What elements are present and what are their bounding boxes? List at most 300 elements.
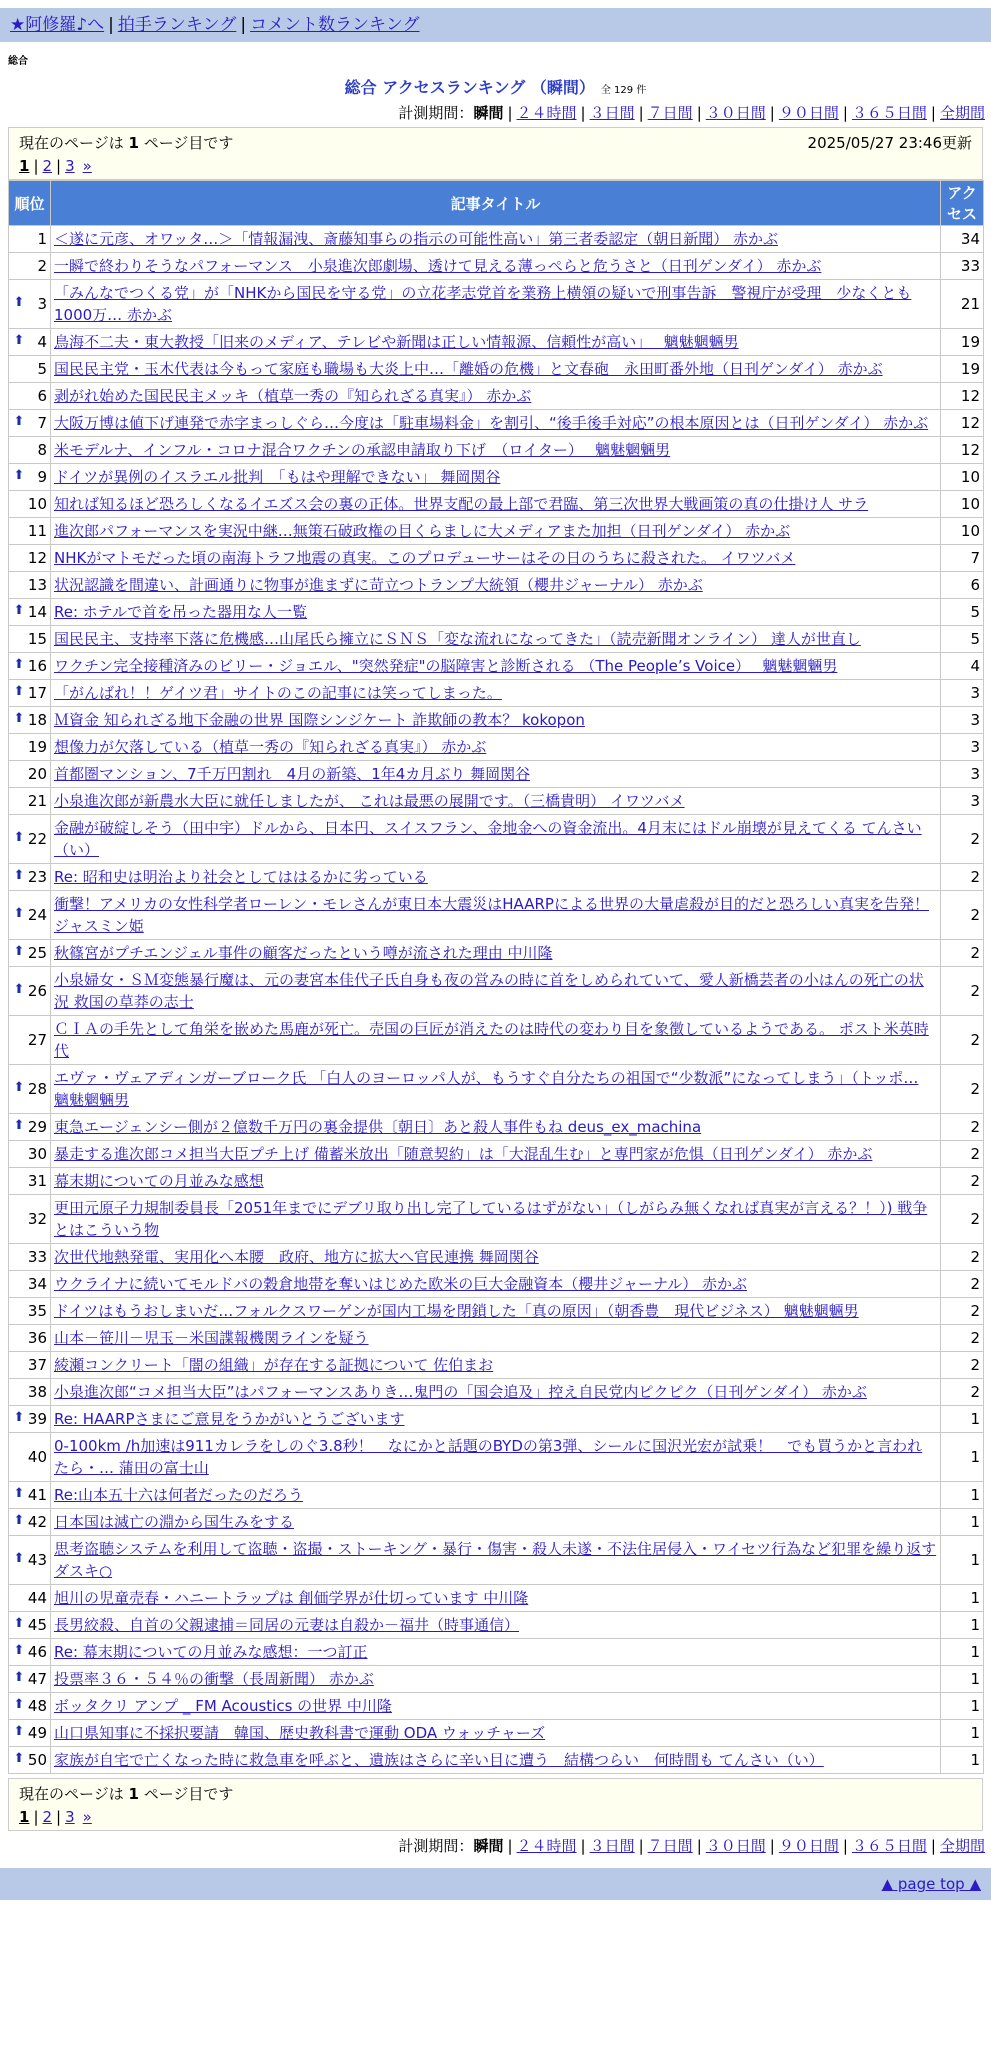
rank-cell bbox=[9, 1747, 51, 1774]
rank-cell bbox=[9, 1114, 51, 1141]
pager-current: 1 bbox=[19, 1808, 30, 1826]
rank-up-arrow-icon: ⬆ bbox=[13, 944, 25, 959]
article-link[interactable]: ボッタクリ アンプ _ FM Acoustics の世界 中川隆 bbox=[54, 1697, 392, 1715]
title-cell bbox=[51, 1114, 941, 1141]
table-row bbox=[9, 1065, 984, 1114]
rank-cell bbox=[9, 680, 51, 707]
title-cell bbox=[51, 626, 941, 653]
access-count: 33 bbox=[941, 253, 984, 280]
access-count: 1 bbox=[941, 1406, 984, 1433]
table-row bbox=[9, 1114, 984, 1141]
access-count: 6 bbox=[941, 572, 984, 599]
access-count: 19 bbox=[941, 329, 984, 356]
period-options bbox=[503, 1837, 985, 1855]
period-selector-bottom bbox=[0, 1835, 985, 1856]
rank-cell bbox=[9, 1585, 51, 1612]
period-option-link[interactable]: ９０日間 bbox=[778, 104, 839, 122]
article-link[interactable]: 衝撃！アメリカの女性科学者ローレン・モレさんが東日本大震災はHAARPによる世界の大量虐殺が目的だと恐ろしい真実を告発！ ジャスミン姫 bbox=[54, 895, 929, 935]
rank-number: 26 bbox=[27, 982, 47, 1000]
title-cell bbox=[51, 1168, 941, 1195]
rank-cell bbox=[9, 1352, 51, 1379]
rank-cell bbox=[9, 1509, 51, 1536]
title-cell bbox=[51, 1244, 941, 1271]
rank-number: 39 bbox=[27, 1410, 47, 1428]
header-access: アクセス bbox=[941, 181, 984, 226]
article-link[interactable]: Re: 幕末期についての月並みな感想：一つ訂正 bbox=[54, 1643, 368, 1661]
rank-up-arrow-icon: ⬆ bbox=[13, 414, 25, 429]
rank-number: 47 bbox=[27, 1670, 47, 1688]
rank-cell bbox=[9, 1168, 51, 1195]
period-separator: | bbox=[638, 104, 644, 122]
article-link[interactable]: 幕末期についての月並みな感想 bbox=[54, 1172, 264, 1190]
rank-cell bbox=[9, 599, 51, 626]
title-cell bbox=[51, 1720, 941, 1747]
rank-cell bbox=[9, 940, 51, 967]
pager-link[interactable]: 2 bbox=[42, 157, 53, 175]
applause-ranking-link[interactable]: 拍手ランキング bbox=[117, 15, 237, 35]
access-count: 1 bbox=[941, 1536, 984, 1585]
title-cell bbox=[51, 253, 941, 280]
article-link[interactable]: 知れば知るほど恐ろしくなるイエズス会の裏の正体。世界支配の最上部で君臨、第三次世界大戦画策の真の仕掛け人 サラ bbox=[54, 495, 869, 513]
period-separator: | bbox=[580, 1837, 586, 1855]
period-option-link[interactable]: 全期間 bbox=[939, 104, 985, 122]
period-separator: | bbox=[638, 1837, 644, 1855]
article-link[interactable]: 「みんなでつくる党」が「NHKから国民を守る党」の立花孝志党首を業務上横領の疑いで刑事告訴 警視庁が受理 少なくとも1000万… 赤かぶ bbox=[54, 284, 912, 324]
rank-up-arrow-icon: ⬆ bbox=[13, 468, 25, 483]
access-count: 1 bbox=[941, 1747, 984, 1774]
table-row bbox=[9, 1482, 984, 1509]
access-count: 3 bbox=[941, 680, 984, 707]
rank-up-arrow-icon: ⬆ bbox=[13, 1080, 25, 1095]
period-label: 計測期間： bbox=[398, 104, 474, 122]
rank-number: 21 bbox=[27, 792, 47, 810]
article-link[interactable]: 米モデルナ、インフル・コロナ混合ワクチンの承認申請取り下げ （ロイター） 魑魅魍魎男 bbox=[54, 441, 671, 459]
article-link[interactable]: ワクチン完全接種済みのビリー・ジョエル、"突然発症"の脳障害と診断される （The People’s Voice） 魑魅魍魎男 bbox=[54, 657, 838, 675]
rank-cell bbox=[9, 653, 51, 680]
period-separator: | bbox=[930, 104, 936, 122]
article-link[interactable]: Ｍ資金 知られざる地下金融の世界 国際シンジケート 詐欺師の教本？ kokopon bbox=[54, 711, 585, 729]
title-cell bbox=[51, 815, 941, 864]
article-link[interactable]: ドイツはもうおしまいだ…フォルクスワーゲンが国内工場を閉鎖した「真の原因」（朝香豊 現代ビジネス） 魑魅魍魎男 bbox=[54, 1302, 859, 1320]
pager-separator: | bbox=[56, 1808, 62, 1826]
rank-number: 7 bbox=[37, 414, 47, 432]
title-cell bbox=[51, 545, 941, 572]
rank-number: 50 bbox=[27, 1751, 47, 1769]
pager-link[interactable]: 3 bbox=[65, 157, 75, 175]
table-row bbox=[9, 599, 984, 626]
table-row bbox=[9, 1168, 984, 1195]
access-count: 2 bbox=[941, 891, 984, 940]
rank-cell bbox=[9, 518, 51, 545]
rank-up-arrow-icon: ⬆ bbox=[13, 295, 25, 310]
title-cell bbox=[51, 464, 941, 491]
access-count: 10 bbox=[941, 491, 984, 518]
table-row bbox=[9, 1747, 984, 1774]
rank-up-arrow-icon: ⬆ bbox=[13, 982, 25, 997]
title-cell bbox=[51, 1747, 941, 1774]
article-link[interactable]: Re: HAARPさまにご意見をうかがいとうございます bbox=[54, 1410, 405, 1428]
rank-up-arrow-icon: ⬆ bbox=[13, 657, 25, 672]
rank-cell bbox=[9, 329, 51, 356]
article-link[interactable]: 更田元原子力規制委員長「2051年までにデブリ取り出し完了しているはずがない」（しがらみ無くなれば真実が言える？！）) 戦争とはこういう物 bbox=[54, 1199, 928, 1239]
article-link[interactable]: 首都圏マンション、7千万円割れ 4月の新築、1年4カ月ぶり 舞岡関谷 bbox=[54, 765, 531, 783]
rank-cell bbox=[9, 280, 51, 329]
article-link[interactable]: 長男絞殺、自首の父親逮捕＝同居の元妻は自殺か－福井（時事通信） bbox=[54, 1616, 520, 1634]
article-link[interactable]: 鳥海不二夫・東大教授「旧来のメディア、テレビや新聞は正しい情報源、信頼性が高い」 魑魅魍魎男 bbox=[54, 333, 739, 351]
table-row bbox=[9, 1406, 984, 1433]
table-row bbox=[9, 1720, 984, 1747]
article-link[interactable]: 思考盗聴システムを利用して盗聴・盗撮・ストーキング・暴行・傷害・殺人未遂・不法住居侵入・ワイセツ行為など犯罪を繰り返すダスキ○ bbox=[54, 1540, 937, 1580]
pager-link[interactable]: 2 bbox=[42, 1808, 53, 1826]
rank-number: 23 bbox=[27, 868, 47, 886]
table-row bbox=[9, 383, 984, 410]
period-option-link[interactable]: ７日間 bbox=[647, 104, 693, 122]
rank-number: 5 bbox=[37, 360, 47, 378]
article-link[interactable]: ＣＩＡの手先として角栄を嵌めた馬鹿が死亡。売国の巨匠が消えたのは時代の変わり目を象徴しているようである。 ポスト米英時代 bbox=[54, 1020, 929, 1060]
rank-up-arrow-icon: ⬆ bbox=[13, 1551, 25, 1566]
title-cell bbox=[51, 1639, 941, 1666]
pager-link[interactable]: » bbox=[82, 157, 92, 175]
table-row bbox=[9, 1325, 984, 1352]
rank-number: 27 bbox=[27, 1031, 47, 1049]
article-link[interactable]: 国民民主党・玉木代表は今もって家庭も職場も大炎上中…「離婚の危機」と文春砲 永田町番外地（日刊ゲンダイ） 赤かぶ bbox=[54, 360, 883, 378]
period-options bbox=[503, 104, 985, 122]
article-link[interactable]: 小泉進次郎“コメ担当大臣”はパフォーマンスありき…鬼門の「国会追及」控え自民党内ピクピク（日刊ゲンダイ） 赤かぶ bbox=[54, 1383, 867, 1401]
rank-number: 33 bbox=[27, 1248, 47, 1266]
top-nav bbox=[0, 8, 991, 42]
period-separator: | bbox=[842, 104, 848, 122]
period-option-link[interactable]: 全期間 bbox=[939, 1837, 985, 1855]
table-row bbox=[9, 226, 984, 253]
rank-number: 43 bbox=[27, 1551, 47, 1569]
period-separator: | bbox=[507, 104, 513, 122]
title-cell bbox=[51, 1612, 941, 1639]
title-cell bbox=[51, 437, 941, 464]
title-cell bbox=[51, 1379, 941, 1406]
article-link[interactable]: Re: ホテルで首を吊った器用な人一覧 bbox=[54, 603, 308, 621]
title-cell bbox=[51, 410, 941, 437]
access-count: 21 bbox=[941, 280, 984, 329]
pager-separator: | bbox=[33, 157, 39, 175]
period-option-link[interactable]: ３日間 bbox=[589, 104, 635, 122]
rank-cell bbox=[9, 1482, 51, 1509]
table-row bbox=[9, 329, 984, 356]
article-link[interactable]: 次世代地熱発電、実用化へ本腰 政府、地方に拡大へ官民連携 舞岡関谷 bbox=[54, 1248, 539, 1266]
title-cell bbox=[51, 1585, 941, 1612]
pager-separator: | bbox=[56, 157, 62, 175]
rank-up-arrow-icon: ⬆ bbox=[13, 830, 25, 845]
rank-up-arrow-icon: ⬆ bbox=[13, 684, 25, 699]
title-cell bbox=[51, 653, 941, 680]
article-link[interactable]: 大阪万博は値下げ連発で赤字まっしぐら…今度は「駐車場料金」を割引、“後手後手対応”の根本原因とは（日刊ゲンダイ） 赤かぶ bbox=[54, 414, 929, 432]
title-cell bbox=[51, 1141, 941, 1168]
rank-cell bbox=[9, 464, 51, 491]
period-selector-top bbox=[0, 102, 985, 123]
article-link[interactable]: 投票率３６・５４％の衝撃（長周新聞） 赤かぶ bbox=[54, 1670, 374, 1688]
access-count: 1 bbox=[941, 1639, 984, 1666]
table-row bbox=[9, 410, 984, 437]
rank-number: 15 bbox=[27, 630, 47, 648]
rank-up-arrow-icon: ⬆ bbox=[13, 1724, 25, 1739]
rank-up-arrow-icon: ⬆ bbox=[13, 1616, 25, 1631]
table-row bbox=[9, 864, 984, 891]
title-cell bbox=[51, 491, 941, 518]
article-link[interactable]: 家族が自宅で亡くなった時に救急車を呼ぶと、遺族はさらに辛い目に遭う 結構つらい 何時間も てんさい（い） bbox=[54, 1751, 824, 1769]
rank-cell bbox=[9, 1666, 51, 1693]
home-link[interactable]: ★阿修羅♪へ bbox=[10, 15, 105, 35]
rank-number: 22 bbox=[27, 830, 47, 848]
article-link[interactable]: 剥がれ始めた国民民主メッキ（植草一秀の『知られざる真実』） 赤かぶ bbox=[54, 387, 532, 405]
title-cell bbox=[51, 1693, 941, 1720]
table-row bbox=[9, 437, 984, 464]
rank-number: 42 bbox=[27, 1513, 47, 1531]
table-row bbox=[9, 1352, 984, 1379]
article-link[interactable]: 小泉婦女・ＳＭ変態暴行魔は、元の妻宮本佳代子氏自身も夜の営みの時に首をしめられていて、愛人新橋芸者の小はんの死亡の状況 救国の草莽の志士 bbox=[54, 971, 924, 1011]
rank-number: 24 bbox=[27, 906, 47, 924]
rank-number: 9 bbox=[37, 468, 47, 486]
access-count: 1 bbox=[941, 1433, 984, 1482]
article-link[interactable]: 状況認識を間違い、計画通りに物事が進まずに苛立つトランプ大統領（櫻井ジャーナル） 赤かぶ bbox=[54, 576, 703, 594]
rank-number: 16 bbox=[27, 657, 47, 675]
rank-cell bbox=[9, 788, 51, 815]
article-link[interactable]: 日本国は滅亡の淵から国生みをする bbox=[54, 1513, 295, 1531]
access-count: 1 bbox=[941, 1720, 984, 1747]
rank-cell bbox=[9, 707, 51, 734]
article-link[interactable]: Re:山本五十六は何者だったのだろう bbox=[54, 1486, 304, 1504]
rank-up-arrow-icon: ⬆ bbox=[13, 333, 25, 348]
rank-cell bbox=[9, 356, 51, 383]
article-link[interactable]: ウクライナに続いてモルドバの穀倉地帯を奪いはじめた欧米の巨大金融資本（櫻井ジャーナル） 赤かぶ bbox=[54, 1275, 747, 1293]
table-row bbox=[9, 967, 984, 1016]
access-count: 7 bbox=[941, 545, 984, 572]
article-link[interactable]: 綾瀬コンクリート「闇の組織」が存在する証拠について 佐伯まお bbox=[54, 1356, 494, 1374]
rank-number: 17 bbox=[27, 684, 47, 702]
period-separator: | bbox=[507, 1837, 513, 1855]
access-count: 10 bbox=[941, 518, 984, 545]
article-link[interactable]: 山本－笹川－児玉－米国諜報機関ラインを疑う bbox=[54, 1329, 369, 1347]
access-count: 2 bbox=[941, 815, 984, 864]
rank-cell bbox=[9, 1298, 51, 1325]
article-link[interactable]: 旭川の児童売春・ハニートラップは 創価学界が仕切っています 中川隆 bbox=[54, 1589, 529, 1607]
article-link[interactable]: 山口県知事に不採択要請 韓国、歴史教科書で運動 ODA ウォッチャーズ bbox=[54, 1724, 546, 1742]
rank-cell bbox=[9, 226, 51, 253]
period-option-link[interactable]: ３６５日間 bbox=[851, 1837, 927, 1855]
title-cell bbox=[51, 599, 941, 626]
article-link[interactable]: ＜遂に元彦、オワッタ…＞「情報漏洩、斎藤知事らの指示の可能性高い」第三者委認定（朝日新聞） 赤かぶ bbox=[54, 230, 779, 248]
table-row bbox=[9, 545, 984, 572]
article-link[interactable]: 小泉進次郎が新農水大臣に就任しましたが、 これは最悪の展開です。（三橋貴明） イワツバメ bbox=[54, 792, 685, 810]
rank-number: 20 bbox=[27, 765, 47, 783]
updated-timestamp: 2025/05/27 23:46更新 bbox=[807, 134, 972, 152]
access-count: 3 bbox=[941, 788, 984, 815]
access-count: 5 bbox=[941, 599, 984, 626]
access-count: 2 bbox=[941, 1298, 984, 1325]
access-count: 3 bbox=[941, 734, 984, 761]
table-row bbox=[9, 1509, 984, 1536]
pager bbox=[19, 157, 972, 175]
table-row bbox=[9, 1244, 984, 1271]
access-count: 2 bbox=[941, 1271, 984, 1298]
period-option-link[interactable]: ３６５日間 bbox=[851, 104, 927, 122]
period-separator: | bbox=[930, 1837, 936, 1855]
title-cell bbox=[51, 1509, 941, 1536]
table-row bbox=[9, 1298, 984, 1325]
period-option-link[interactable]: ９０日間 bbox=[778, 1837, 839, 1855]
title-cell bbox=[51, 761, 941, 788]
access-count: 1 bbox=[941, 1693, 984, 1720]
table-row bbox=[9, 940, 984, 967]
article-link[interactable]: エヴァ・ヴェアディンガーブローク氏 「白人のヨーロッパ人が、もうすぐ自分たちの祖国で“少数派”になってしまう」（トッポ… 魑魅魍魎男 bbox=[54, 1069, 919, 1109]
period-separator: | bbox=[696, 1837, 702, 1855]
title-cell bbox=[51, 1666, 941, 1693]
header-rank: 順位 bbox=[9, 181, 51, 226]
rank-cell bbox=[9, 1720, 51, 1747]
table-row bbox=[9, 491, 984, 518]
access-count: 5 bbox=[941, 626, 984, 653]
access-count: 19 bbox=[941, 356, 984, 383]
rank-cell bbox=[9, 383, 51, 410]
access-count: 2 bbox=[941, 1325, 984, 1352]
period-option-link[interactable]: ３０日間 bbox=[705, 1837, 766, 1855]
rank-cell bbox=[9, 734, 51, 761]
article-link[interactable]: Re: 昭和史は明治より社会としてははるかに劣っている bbox=[54, 868, 428, 886]
rank-number: 19 bbox=[27, 738, 47, 756]
article-link[interactable]: 秋篠宮がプチエンジェル事件の顧客だったという噂が流された理由 中川隆 bbox=[54, 944, 553, 962]
article-link[interactable]: 「がんばれ！！ゲイツ君」サイトのこの記事には笑ってしまった。 bbox=[54, 684, 502, 702]
rank-cell bbox=[9, 1016, 51, 1065]
period-separator: | bbox=[580, 104, 586, 122]
rank-number: 14 bbox=[27, 603, 47, 621]
title-cell bbox=[51, 734, 941, 761]
rank-number: 30 bbox=[27, 1145, 47, 1163]
rank-cell bbox=[9, 1536, 51, 1585]
ranking-table bbox=[8, 180, 984, 1774]
access-count: 1 bbox=[941, 1666, 984, 1693]
title-cell bbox=[51, 891, 941, 940]
rank-cell bbox=[9, 1325, 51, 1352]
access-count: 10 bbox=[941, 464, 984, 491]
rank-number: 40 bbox=[27, 1448, 47, 1466]
article-link[interactable]: NHKがマトモだった頃の南海トラフ地震の真実。このプロデューサーはその日のうちに殺された。 イワツバメ bbox=[54, 549, 796, 567]
period-option-link[interactable]: ７日間 bbox=[647, 1837, 693, 1855]
access-count: 3 bbox=[941, 761, 984, 788]
title-cell bbox=[51, 356, 941, 383]
title-cell bbox=[51, 1016, 941, 1065]
table-row bbox=[9, 356, 984, 383]
rank-up-arrow-icon: ⬆ bbox=[13, 1751, 25, 1766]
rank-number: 12 bbox=[27, 549, 47, 567]
article-link[interactable]: 0-100km /h加速は911カレラをしのぐ3.8秒！ なにかと話題のBYDの第3弾、シールに国沢光宏が試乗！ でも買うかと言われたら・… 蒲田の富士山 bbox=[54, 1437, 923, 1477]
rank-up-arrow-icon: ⬆ bbox=[13, 1643, 25, 1658]
article-link[interactable]: 進次郎パフォーマンスを実況中継…無策石破政権の目くらましに大メディアまた加担（日刊ゲンダイ） 赤かぶ bbox=[54, 522, 791, 540]
access-count: 34 bbox=[941, 226, 984, 253]
period-option-link[interactable]: ２４時間 bbox=[516, 1837, 577, 1855]
title-cell bbox=[51, 788, 941, 815]
period-option-link[interactable]: ２４時間 bbox=[516, 104, 577, 122]
access-count: 1 bbox=[941, 1612, 984, 1639]
rank-cell bbox=[9, 1271, 51, 1298]
rank-number: 1 bbox=[37, 230, 47, 248]
title-cell bbox=[51, 1433, 941, 1482]
article-link[interactable]: 東急エージェンシー側が２億数千万円の裏金提供〔朝日〕あと殺人事件もね deus_ex_machina bbox=[54, 1118, 702, 1136]
pager-separator: | bbox=[33, 1808, 39, 1826]
rank-number: 46 bbox=[27, 1643, 47, 1661]
rank-cell bbox=[9, 626, 51, 653]
table-row bbox=[9, 788, 984, 815]
article-link[interactable]: 金融が破綻しそう（田中宇）ドルから、日本円、スイスフラン、金地金への資金流出。4月末にはドル崩壊が見えてくる てんさい（い） bbox=[54, 819, 922, 859]
rank-cell bbox=[9, 1141, 51, 1168]
title-cell bbox=[51, 1065, 941, 1114]
title-cell bbox=[51, 572, 941, 599]
rank-number: 38 bbox=[27, 1383, 47, 1401]
period-separator: | bbox=[769, 104, 775, 122]
page-info-bottom bbox=[8, 1778, 983, 1831]
period-separator: | bbox=[769, 1837, 775, 1855]
table-row bbox=[9, 572, 984, 599]
title-area bbox=[0, 75, 991, 98]
article-link[interactable]: ドイツが異例のイスラエル批判 「もはや理解できない」 舞岡関谷 bbox=[54, 468, 501, 486]
access-count: 2 bbox=[941, 1065, 984, 1114]
table-row bbox=[9, 1536, 984, 1585]
table-row bbox=[9, 1585, 984, 1612]
title-cell bbox=[51, 707, 941, 734]
rank-cell bbox=[9, 545, 51, 572]
table-row bbox=[9, 1666, 984, 1693]
access-count: 3 bbox=[941, 707, 984, 734]
rank-cell bbox=[9, 761, 51, 788]
period-option-link[interactable]: ３０日間 bbox=[705, 104, 766, 122]
access-count: 2 bbox=[941, 967, 984, 1016]
table-row bbox=[9, 518, 984, 545]
access-count: 2 bbox=[941, 1168, 984, 1195]
pager-link[interactable]: » bbox=[82, 1808, 92, 1826]
page-info-text: 現在のページは 1 ページ目です bbox=[19, 1785, 234, 1803]
rank-cell bbox=[9, 864, 51, 891]
rank-number: 4 bbox=[37, 333, 47, 351]
page-top-link[interactable]: ▲ page top ▲ bbox=[881, 1875, 981, 1893]
pager bbox=[19, 1808, 972, 1826]
rank-number: 25 bbox=[27, 944, 47, 962]
rank-up-arrow-icon: ⬆ bbox=[13, 1697, 25, 1712]
period-option-link[interactable]: ３日間 bbox=[589, 1837, 635, 1855]
title-cell bbox=[51, 280, 941, 329]
access-count: 2 bbox=[941, 1114, 984, 1141]
pager-current: 1 bbox=[19, 157, 30, 175]
table-row bbox=[9, 734, 984, 761]
title-cell bbox=[51, 329, 941, 356]
comment-ranking-link[interactable]: コメント数ランキング bbox=[250, 15, 420, 35]
period-current: 瞬間 bbox=[473, 104, 504, 122]
article-link[interactable]: 一瞬で終わりそうなパフォーマンス 小泉進次郎劇場、透けて見える薄っぺらと危うさと（日刊ゲンダイ） 赤かぶ bbox=[54, 257, 822, 275]
period-separator: | bbox=[696, 104, 702, 122]
rank-number: 37 bbox=[27, 1356, 47, 1374]
rank-number: 32 bbox=[27, 1210, 47, 1228]
title-cell bbox=[51, 518, 941, 545]
title-cell bbox=[51, 1271, 941, 1298]
title-cell bbox=[51, 1406, 941, 1433]
pager-link[interactable]: 3 bbox=[65, 1808, 75, 1826]
page-info-top bbox=[8, 127, 983, 180]
article-link[interactable]: 国民民主、支持率下落に危機感…山尾氏ら擁立にＳＮＳ「変な流れになってきた」（読売新聞オンライン） 達人が世直し bbox=[54, 630, 861, 648]
rank-up-arrow-icon: ⬆ bbox=[13, 603, 25, 618]
article-link[interactable]: 暴走する進次郎コメ担当大臣プチ上げ 備蓄米放出「随意契約」は「大混乱生む」と専門家が危惧（日刊ゲンダイ） 赤かぶ bbox=[54, 1145, 873, 1163]
access-count: 2 bbox=[941, 1379, 984, 1406]
access-count: 2 bbox=[941, 1244, 984, 1271]
access-count: 2 bbox=[941, 864, 984, 891]
table-row bbox=[9, 1612, 984, 1639]
access-count: 4 bbox=[941, 653, 984, 680]
article-link[interactable]: 想像力が欠落している（植草一秀の『知られざる真実』） 赤かぶ bbox=[54, 738, 487, 756]
